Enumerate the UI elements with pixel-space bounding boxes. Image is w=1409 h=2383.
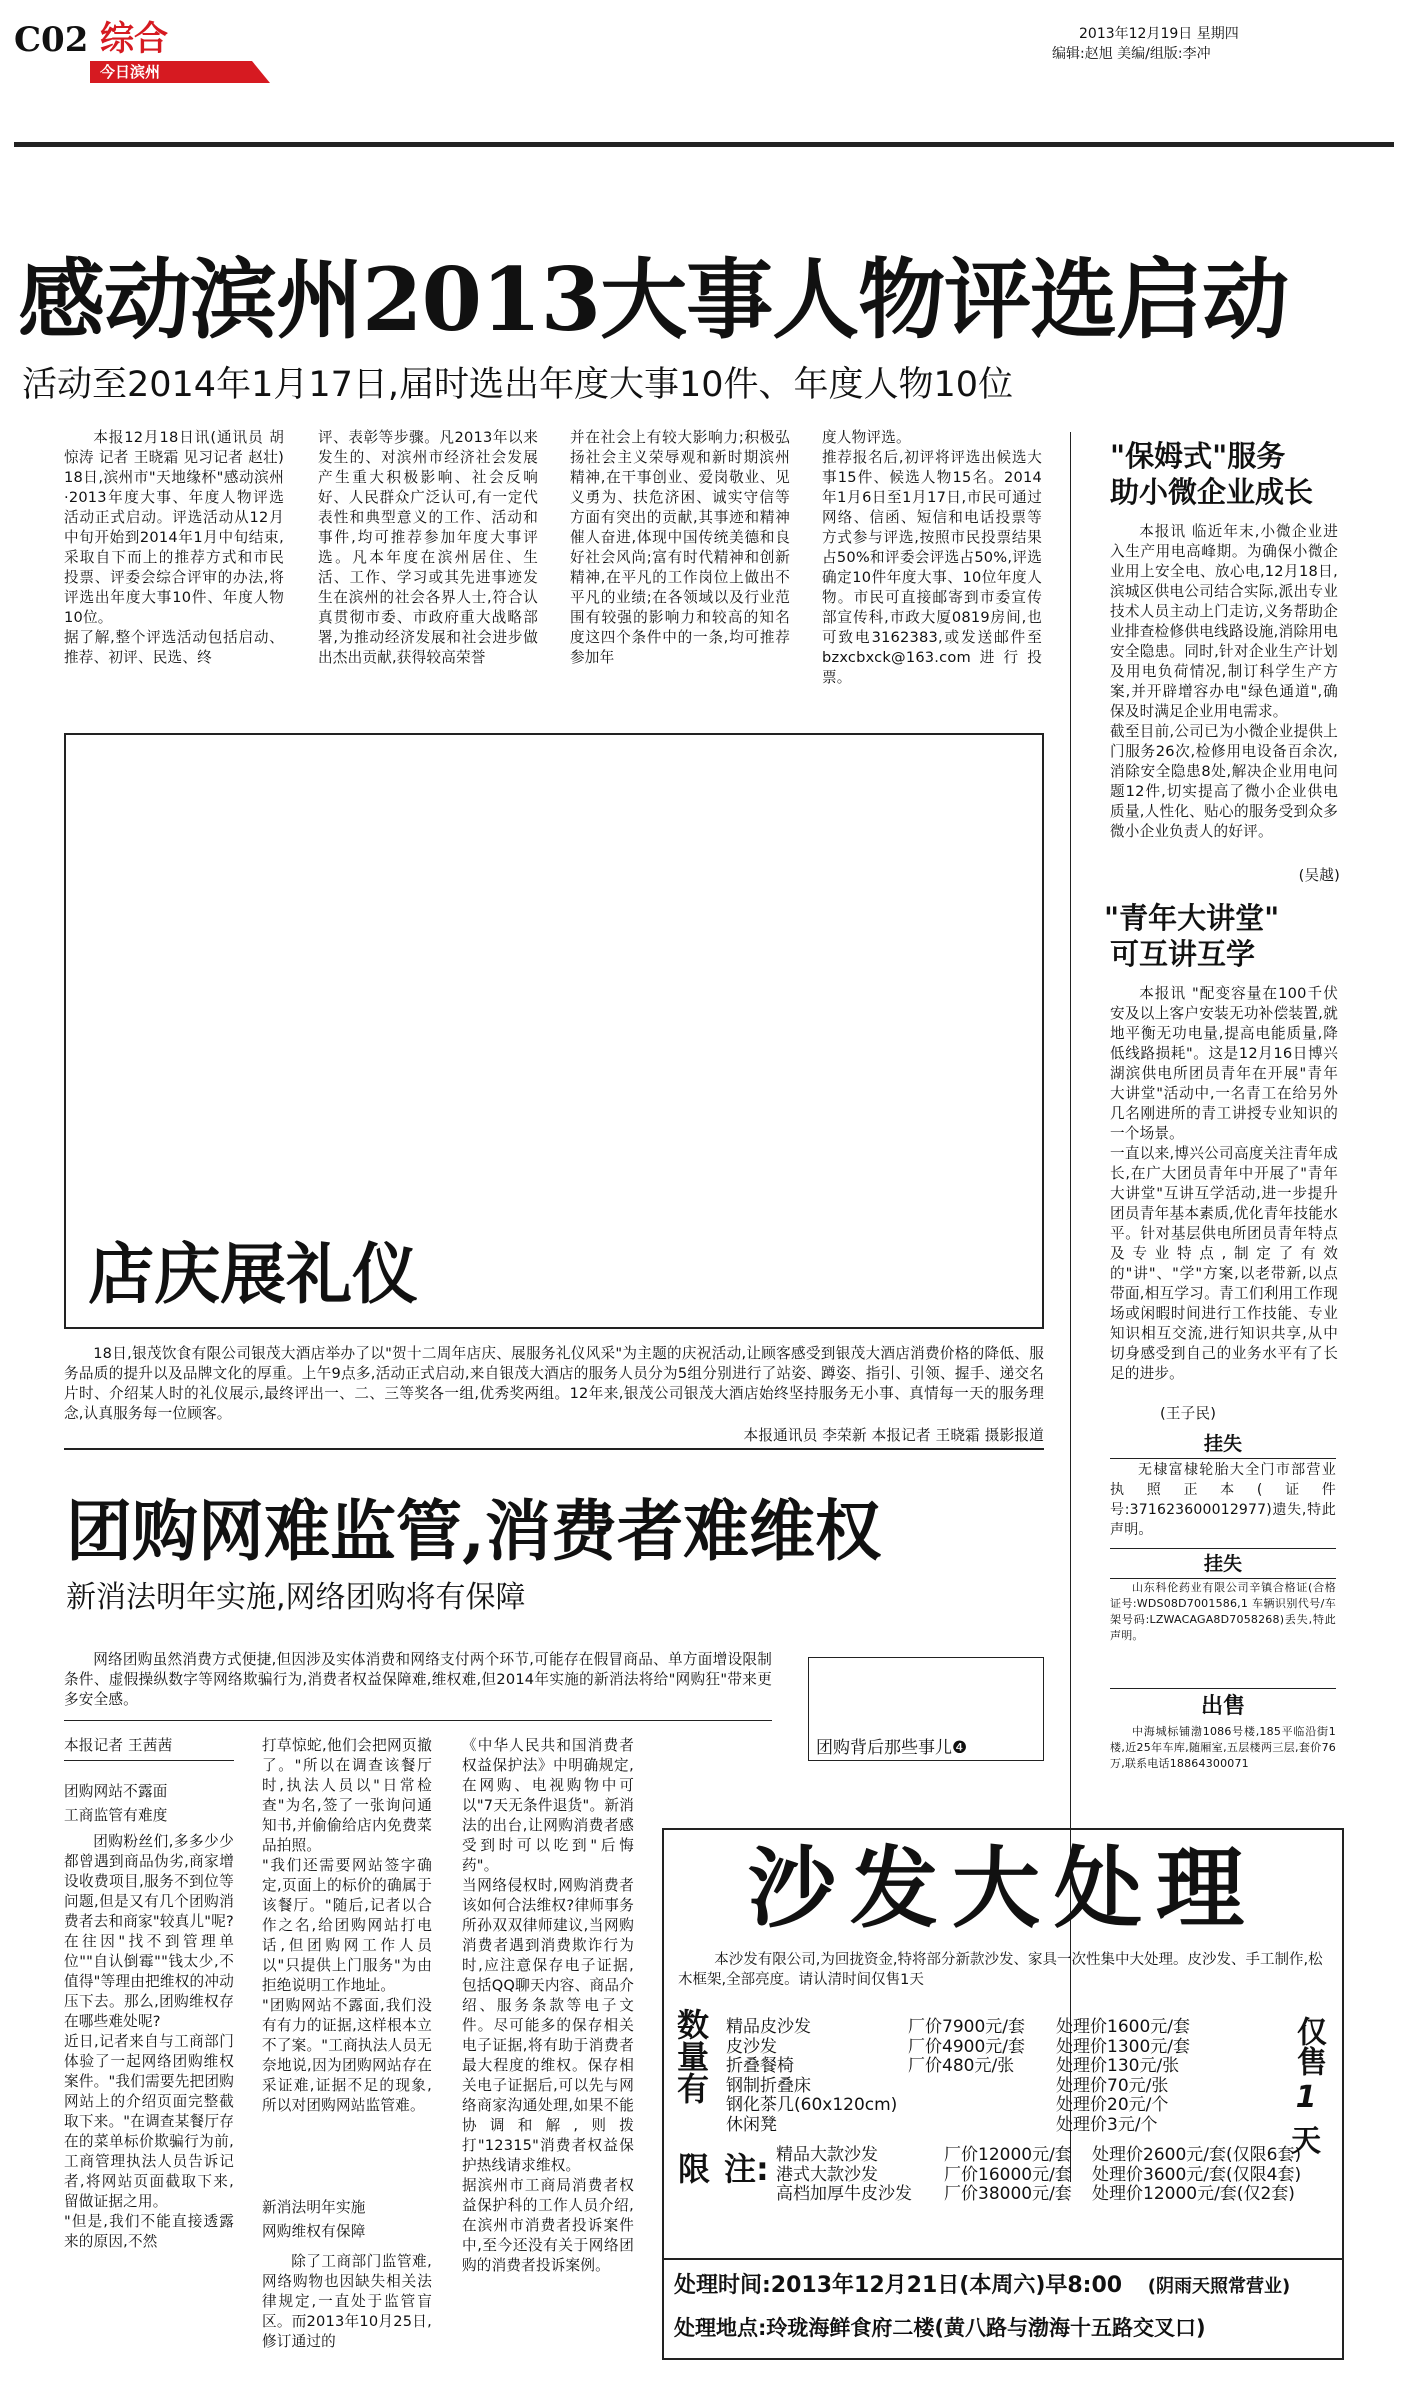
series-number: ❹ [952,1738,968,1758]
section-label: 综合 [100,19,168,59]
notice-divider [1110,1688,1336,1689]
notice-lost-2 [1110,1552,1336,1644]
series-label-text: 团购背后那些事儿 [816,1738,952,1758]
photo-credit: 本报通讯员 李荣新 本报记者 王晓霜 摄影报道 [743,1427,1044,1444]
item-original-price [908,2096,1056,2116]
item-sale-price: 处理价12000元/套(仅2套) [1092,2184,1295,2204]
notice-rule [1110,1578,1336,1579]
sofa-item-row [726,2038,1226,2058]
page-code: C02 [14,20,89,60]
sale-time-line [674,2268,1334,2305]
notice-rule [1110,1458,1336,1459]
item-name: 精品大款沙发 [776,2145,878,2165]
item-sale-price: 处理价70元/张 [1056,2075,1169,2096]
sofa-ad [662,1828,1344,2360]
intro-rule [64,1720,772,1721]
item-sale-price: 处理价1300元/套 [1056,2036,1190,2057]
byline-rule [64,1760,234,1761]
sidebar2-author: (王子民) [1160,1405,1217,1422]
item-original-price: 厂价7900元/套 [908,2017,1025,2037]
groupbuy-col2-heading: 新消法明年实施 网购维权有保障 [262,2199,366,2240]
item-original-price [908,2116,1056,2136]
main-column-1: 本报12月18日讯(通讯员 胡惊涛 记者 王晓霜 见习记者 赵壮) 18日,滨州市"天地缘杯"感动滨州·2013年度大事、年度人物评选活动正式启动。评选活动从12月中旬开始到2014年1月中旬结束,采取自下而上的推荐方式和市民投票、评委会综合评审的办法,将评选出年度大事10件、年度人物10位。 据了解,整个评选活动包括启动、推荐、初评、民选、终 [64,429,284,666]
item-original-price: 厂价16000元/套 [944,2164,1072,2185]
groupbuy-col3-body: 《中华人民共和国消费者权益保护法》中明确规定,在网购、电视购物中可以"7天无条件退货"。新消法的出台,让网购消费者感受到时可以吃到"后悔药"。 当网络侵权时,网购消费者该如何合法维权?律师事务所孙双双律师建议,当网购消费者遇到消费欺诈行为时,应注意保存电子证据,包括QQ聊天内容、商品介绍、服务条款等电子文件。尽可能多的保存相关电子证据,将有助于消费者最大程度的维权。保存相关电子证据后,可以先与网络商家沟通处理,如果不能协调和解,则拨打"12315"消费者权益保护热线请求维权。 据滨州市工商局消费者权益保护科的工作人员介绍,在滨州市消费者投诉案件中,至今还没有关于网络团购的消费者投诉案例。 [462,1737,634,2274]
item-sale-price: 处理价130元/张 [1056,2056,1180,2076]
limited-vertical-2: 限 [678,2150,711,2188]
notice-title: 挂失 [1203,1433,1242,1455]
item-original-price: 厂价38000元/套 [944,2184,1072,2204]
main-subheadline: 活动至2014年1月17日,届时选出年度大事10件、年度人物10位 [22,365,1014,405]
item-sale-price: 处理价3元/个 [1056,2114,1158,2135]
section-rule [64,1448,1044,1450]
item-name: 高档加厚牛皮沙发 [776,2184,912,2204]
item-sale-price: 处理价20元/个 [1056,2095,1169,2115]
notice-body: 山东科伦药业有限公司辛镇合格证(合格证号:WDS08D7001586,1 车辆识别代号/车架号码:LZWACAGA8D7058268)丢失,特此声明。 [1110,1581,1336,1642]
sidebar1-headline-1: "保姆式"服务 [1110,439,1286,473]
groupbuy-col1-heading: 团购网站不露面 工商监管有难度 [64,1783,168,1824]
sofa-item-row [726,2057,1226,2077]
masthead [0,0,1409,150]
sofa-limited-list [776,2146,1336,2205]
sofa-item-row [726,2096,1226,2116]
notice-body: 无棣富棣轮胎大全门市部营业执照正本(证件号:371623600012977)遗失,特此声明。 [1110,1462,1336,1538]
editors-line: 编辑:赵旭 美编/组版:李冲 [1052,46,1211,62]
item-name: 折叠餐椅 [726,2056,794,2076]
sidebar1-body: 本报讯 临近年末,小微企业进入生产用电高峰期。为确保小微企业用上安全电、放心电,12月18日,滨城区供电公司结合实际,派出专业技术人员主动上门走访,义务帮助企业排查检修供电线路设施,消除用电安全隐患。同时,针对企业生产计划及用电负荷情况,制订科学生产方案,并开辟增容办电"绿色通道",确保及时满足企业用电需求。 截至目前,公司已为小微企业提供上门服务26次,检修用电设备百余次,消除安全隐患8处,解决企业用电问题12件,切实提高了微小企业供电质量,人性化、贴心的服务受到众多微小企业负责人的好评。 [1110,523,1338,840]
groupbuy-subheadline: 新消法明年实施,网络团购将有保障 [66,1580,526,1615]
item-original-price: 厂价480元/张 [908,2056,1015,2076]
photo-caption: 店庆展礼仪 [88,1236,418,1313]
main-column-4: 度人物评选。 推荐报名后,初评将评选出候选大事15件、候选人物15名。2014年1月6日至1月17日,市民可通过网络、信函、短信和电话投票等方式参与评选,按照市民投票结果占50%和评委会评选占50%,评选确定10件年度大事、10位年度人物。市民可直接邮寄到市委宣传部宣传科,市政大厦0819房间,也可致电3162383,或发送邮件至bzxcbxck@163.com进行投票。 [822,429,1042,686]
sidebar2-body: 本报讯 "配变容量在100千伏安及以上客户安装无功补偿装置,就地平衡无功电量,提高电能质量,降低线路损耗"。这是12月16日博兴湖滨供电所团员青年在开展"青年大讲堂"活动中,一名青工在给另外几名刚进所的青工讲授专业知识的一个场景。 一直以来,博兴公司高度关注青年成长,在广大团员青年中开展了"青年大讲堂"互讲互学活动,进一步提升团员青年基本素质,优化青年技能水平。针对基层供电所团员青年特点及专业特点,制定了有效的"讲"、"学"方案,以老带新,以点带面,相互学习。青工们利用工作现场或闲暇时间进行工作技能、专业知识相互交流,进行知识共享,从中切身感受到自己的业务水平有了长足的进步。 [1110,985,1338,1382]
limited-item-row [776,2146,1336,2166]
sofa-item-row [726,2116,1226,2136]
ad-divider [664,2258,1342,2260]
notice-sale [1110,1692,1336,1772]
day-text: 天 [1291,2124,1321,2159]
item-sale-price: 处理价1600元/套 [1056,2017,1190,2037]
header-rule [14,142,1394,147]
groupbuy-headline: 团购网难监管,消费者难维权 [66,1492,881,1570]
notice-title: 挂失 [1203,1553,1242,1575]
notice-title: 出售 [1200,1694,1245,1719]
item-sale-price: 处理价2600元/套(仅限6套) [1092,2145,1302,2165]
item-original-price: 厂价4900元/套 [908,2036,1025,2057]
groupbuy-col2-body2: 除了工商部门监管难,网络购物也因缺失相关法律规定,一直处于监管盲区。而2013年10月25日,修订通过的 [262,2253,432,2350]
limited-item-row [776,2166,1336,2186]
item-sale-price: 处理价3600元/套(仅限4套) [1092,2164,1302,2185]
main-headline: 感动滨州2013大事人物评选启动 [18,248,1289,351]
only-sell-text: 仅售 [1291,2016,1326,2076]
limited-quantity-vertical: 数量有 [672,2008,710,2104]
item-name: 钢化茶几(60x120cm) [726,2095,898,2115]
sale-time-note: (阴雨天照常营业) [1147,2276,1291,2297]
photo-frame [64,733,1044,1329]
sofa-ad-intro: 本沙发有限公司,为回拢资金,特将部分新款沙发、家具一次性集中大处理。皮沙发、手工制作,松木框架,全部亮度。请认清时间仅售1天 [678,1952,1323,1988]
subsection-label: 今日滨州 [100,63,161,81]
item-name: 精品皮沙发 [726,2017,811,2037]
note-label: 注: [724,2150,769,2188]
date-line: 2013年12月19日 星期四 [1079,26,1239,42]
item-name: 港式大款沙发 [776,2164,878,2185]
one-day-number: 1 [1295,2080,1317,2115]
sale-place-line: 处理地点:玲珑海鲜食府二楼(黄八路与渤海十五路交叉口) [674,2316,1206,2340]
sidebar1-headline-2: 助小微企业成长 [1110,475,1314,509]
groupbuy-intro: 网络团购虽然消费方式便捷,但因涉及实体消费和网络支付两个环节,可能存在假冒商品、单方面增设限制条件、虚假操纵数字等网络欺骗行为,消费者权益保障难,维权难,但2014年实施的新消法将给"网购狂"带来更多安全感。 [64,1651,772,1708]
item-original-price [908,2077,1056,2097]
sofa-item-row [726,2018,1226,2038]
groupbuy-col1-body: 团购粉丝们,多多少少都曾遇到商品伪劣,商家增设收费项目,服务不到位等问题,但是又有几个团购消费者去和商家"较真儿"呢?在往因"找不到管理单位""自认倒霉""钱太少,不值得"等理由把维权的冲动压下去。那么,团购维权存在哪些难处呢? 近日,记者来自与工商部门体验了一起网络团购维权案件。"我们需要先把团购网站上的介绍页面完整截取下来。"在调查某餐厅存在的菜单标价欺骗行为前,工商管理执法人员告诉记者,将网站页面截取下来,留做证据之用。 "但是,我们不能直接透露来的原因,不然 [64,1833,234,2250]
sofa-item-row [726,2077,1226,2097]
groupbuy-byline: 本报记者 王茜茜 [64,1737,173,1754]
groupbuy-col2-body: 打草惊蛇,他们会把网页撤了。"所以在调查该餐厅时,执法人员以"日常检查"为名,签了一张询问通知书,并偷偷给店内免费菜品拍照。 "我们还需要网站签字确定,页面上的标价的确属于该餐厅。"随后,记者以合作之名,给团购网站打电话,但团购网工作人员以"只提供上门服务"为由拒绝说明工作地址。 "团购网站不露面,我们没有有力的证据,这样根本立不了案。"工商执法人员无奈地说,因为团购网站存在采证难,证据不足的现象,所以对团购网站监管难。 [262,1737,432,2114]
item-name: 休闲凳 [726,2114,777,2135]
main-column-3: 并在社会上有较大影响力;积极弘扬社会主义荣辱观和新时期滨州精神,在干事创业、爱岗敬业、见义勇为、扶危济困、诚实守信等方面有突出的贡献,其事迹和精神催人奋进,体现中国传统美德和良好社会风尚;富有时代精神和创新精神,在平凡的工作岗位上做出不平凡的业绩;在各领域以及行业范围有较强的影响力和较高的知名度这四个条件中的一条,均可推荐参加年 [570,429,790,666]
notice-divider [1110,1548,1336,1549]
limited-item-row [776,2185,1336,2205]
main-column-2: 评、表彰等步骤。凡2013年以来发生的、对滨州市经济社会发展产生重大积极影响、社会反响好、人民群众广泛认可,有一定代表性和典型意义的工作、活动和事件,均可推荐参加年度大事评选。凡本年度在滨州居住、生活、工作、学习或其先进事迹发生在滨州的社会各界人士,符合认真贯彻市委、市政府重大战略部署,为推动经济发展和社会进步做出杰出贡献,获得较高荣誉 [318,429,538,666]
item-name: 钢制折叠床 [726,2075,811,2096]
item-original-price: 厂价12000元/套 [944,2145,1072,2165]
notice-lost-1 [1110,1432,1336,1540]
sofa-items-list [726,2018,1226,2135]
sidebar2-headline-1: "青年大讲堂" [1104,901,1280,935]
sidebar2-headline-2: 可互讲互学 [1110,937,1256,971]
notice-body: 中海城标铺渤1086号楼,185平临沿街1楼,近25年车库,随厢室,五层楼两三层,套价76万,联系电话18864300071 [1110,1725,1336,1770]
photo-story-body: 18日,银茂饮食有限公司银茂大酒店举办了以"贺十二周年店庆、展服务礼仪风采"为主题的庆祝活动,让顾客感受到银茂大酒店消费价格的降低、服务品质的提升以及品牌文化的厚重。上午9点多,活动正式启动,来自银茂大酒店的服务人员分为5组分别进行了站姿、蹲姿、指引、引领、握手、递交名片时、介绍某人时的礼仪展示,最终评出一、二、三等奖各一组,优秀奖两组。12年来,银茂公司银茂大酒店始终坚持服务无小事、真情每一天的服务理念,认真服务每一位顾客。 [64,1345,1044,1422]
sofa-ad-title: 沙发大处理 [747,1836,1258,1940]
item-name: 皮沙发 [726,2036,777,2057]
only-sell-vertical [1286,2016,1326,2164]
sale-time: 处理时间:2013年12月21日(本周六)早8:00 [674,2273,1123,2298]
series-label [816,1736,967,1760]
sidebar1-author: (吴越) [1298,867,1340,884]
